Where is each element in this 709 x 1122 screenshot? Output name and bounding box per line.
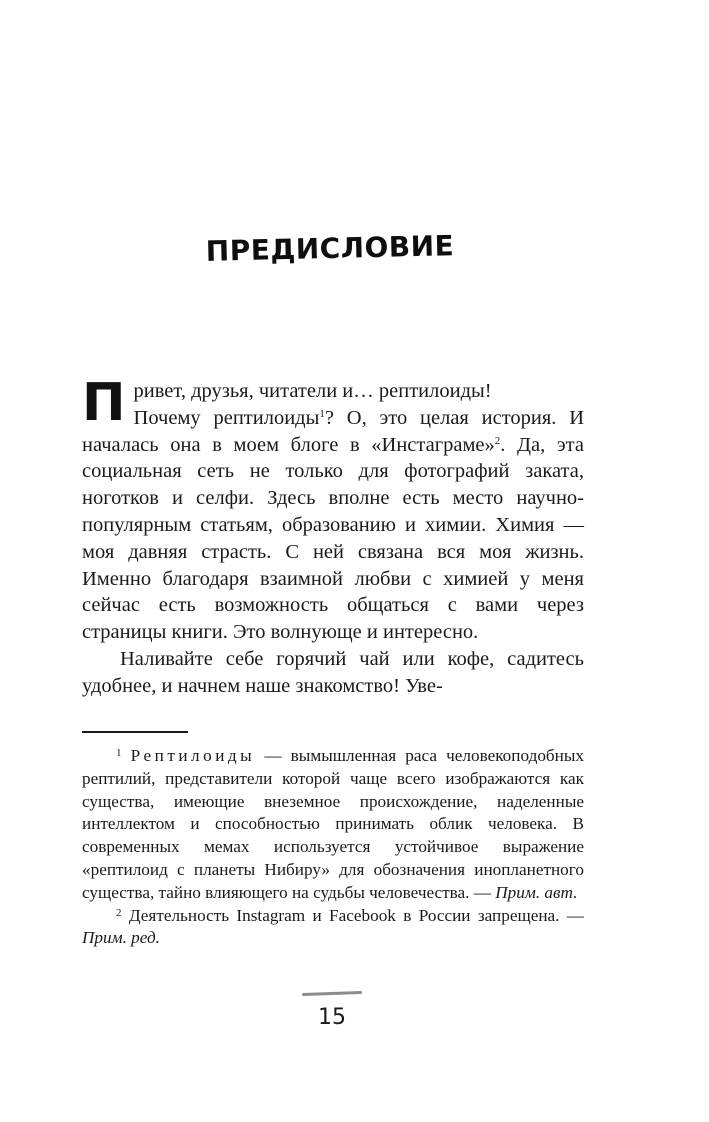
footnotes — [82, 745, 584, 950]
footnote-text: Деятельность Instagram и Facebook в России запрещена. — — [121, 905, 584, 925]
footnote-note: Прим. ред. — [82, 928, 160, 948]
footnote-2 — [82, 905, 584, 951]
paragraph-1-text: ривет, друзья, читатели и… рептилоиды! — [133, 380, 492, 402]
drop-cap: П — [82, 373, 126, 433]
footnote-mark: 2 — [116, 906, 122, 919]
paragraph-3: Наливайте себе горячий чай или кофе, садитесь удобнее, и начнем наше знакомство! Уве- — [82, 647, 584, 697]
body-text — [82, 373, 585, 700]
page-number-stroke — [302, 991, 362, 996]
paragraph-2-text-a: Почему рептилоиды — [133, 406, 320, 429]
paragraph-2 — [82, 405, 584, 646]
chapter-title: ПРЕДИСЛОВИЕ — [205, 229, 455, 268]
footnote-ref-1[interactable]: 1 — [319, 407, 325, 420]
footnote-1 — [82, 745, 584, 905]
footnote-text: — вымышленная раса человекоподобных рептилий, представители которой чаще всего изображаются как существа, имеющие внеземное происхождение, наделенные интеллектом и способностью принимать облик человека. В современных мемах используется устойчивое выражение «рептилоид с планеты Нибиру» для обозначения инопланетного существа, тайно влияющего на судьбы человечества. — — [82, 746, 584, 902]
paragraph-2-text-b: ? О, это целая история. И началась она в моем блоге в «Инстаграме» — [82, 406, 585, 456]
footnote-mark: 1 — [116, 747, 122, 759]
footnote-ref-2[interactable]: 2 — [494, 434, 501, 447]
footnote-term: Рептилоиды — [130, 746, 256, 765]
paragraph-2-text-c: . Да, эта социальная сеть не только для фотографий заката, ноготков и селфи. Здесь вполне есть место научно-популярным статьям, образованию и химии. Химия — моя давняя страсть. С ней связана вся моя жизнь. Именно благодаря взаимной любви с химией у меня сейчас есть возможность общаться с вами через страницы книги. Это волнующе и интересно. — [82, 433, 584, 644]
footnote-divider — [82, 731, 188, 733]
page-number: 15 — [318, 1005, 346, 1030]
footnote-note: Прим. авт. — [495, 882, 578, 902]
